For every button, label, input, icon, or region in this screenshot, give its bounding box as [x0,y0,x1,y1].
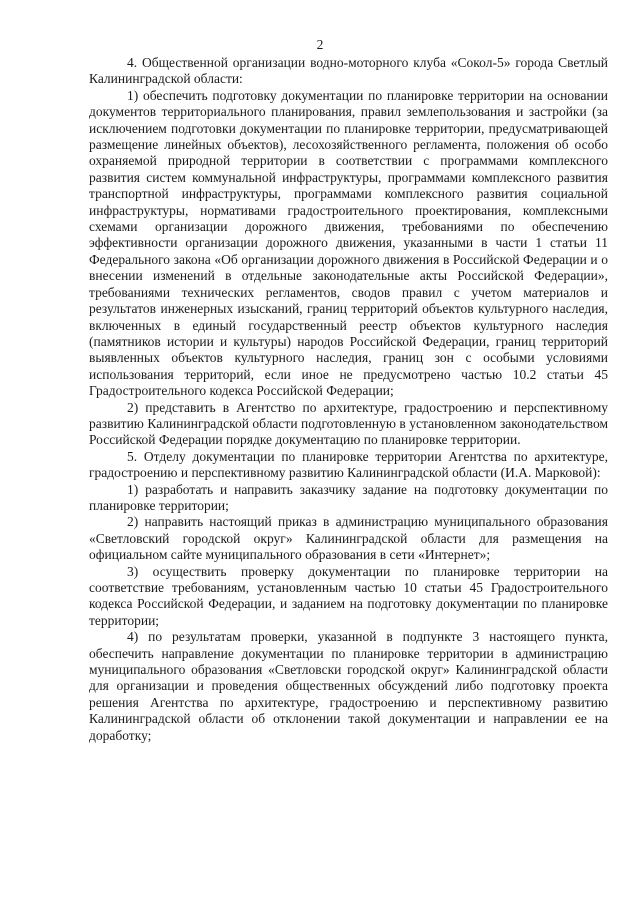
paragraph-item-4: 4. Общественной организации водно-моторного клуба «Сокол-5» города Светлый Калининградской области: [89,55,608,87]
page-number: 2 [316,37,324,52]
paragraph-item-5-2: 2) направить настоящий приказ в администрацию муниципального образования «Светловский городской округ» Калининградской области для размещения на официальном сайте муниципального образования в сети «Интернет»; [89,514,608,563]
document-body [89,55,608,744]
paragraph-item-5: 5. Отделу документации по планировке территории Агентства по архитектуре, градостроению и перспективному развитию Калининградской области (И.А. Марковой): [89,448,608,481]
paragraph-item-4-2: 2) представить в Агентство по архитектуре, градостроению и перспективному развитию Калининградской области подготовленную в установленном законодательством Российской Федерации порядке документацию по планировке территории. [89,399,608,448]
paragraph-item-5-3: 3) осуществить проверку документации по планировке территории на соответствие требованиям, установленным частью 10 статьи 45 Градостроительного кодекса Российской Федерации, и заданием на подготовку документации по планировке территории; [89,563,608,628]
paragraph-item-5-4: 4) по результатам проверки, указанной в подпункте 3 настоящего пункта, обеспечить направление документации по планировке территории в администрацию муниципального образования «Светловски городской округ» Калининградской области для организации и проведения общественных обсуждений либо подготовку проекта решения Агентства по архитектуре, градостроению и перспективному развитию Калининградской области об отклонении такой документации и направлении ее на доработку; [89,629,608,743]
paragraph-item-5-1: 1) разработать и направить заказчику задание на подготовку документации по планировке территории; [89,481,608,513]
paragraph-item-4-1: 1) обеспечить подготовку документации по планировке территории на основании документов территориального планирования, правил землепользования и застройки (за исключением подготовки документации по планировке территории, предусматривающей размещение линейных объектов), лесохозяйственного регламента, положения об особо охраняемой природной территории в соответствии с программами комплексного развития систем коммунальной инфраструктуры, программами комплексного развития транспортной инфраструктуры, программами комплексного развития социальной инфраструктуры, нормативами градостроительного проектирования, комплексными схемами организации дорожного движения, требованиями по обеспечению эффективности организации дорожного движения, указанными в части 1 статьи 11 Федерального закона «Об организации дорожного движения в Российской Федерации и о внесении изменений в отдельные законодательные акты Российской Федерации», требованиями технических регламентов, сводов правил с учетом материалов и результатов инженерных изысканий, границ территорий объектов культурного наследия, включенных в единый государственный реестр объектов культурного наследия (памятников истории и культуры) народов Российской Федерации, границ территорий выявленных объектов культурного наследия, границ зон с особыми условиями использования территорий, если иное не предусмотрено частью 10.2 статьи 45 Градостроительного кодекса Российской Федерации; [89,87,608,399]
